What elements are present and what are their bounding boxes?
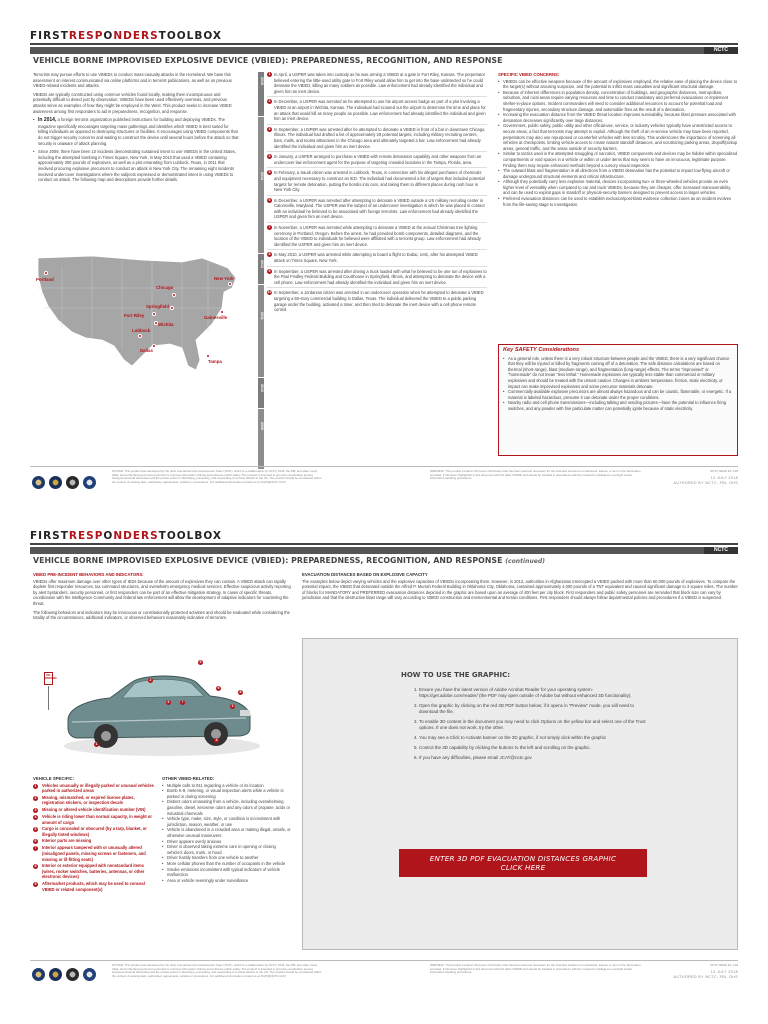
- continued-label: (continued): [505, 558, 546, 565]
- city-label-lubbock: Lubbock: [132, 328, 151, 333]
- other-indicator: • Bomb K-9, metering, or visual inspection alerts while a vehicle is parked or during screening: [162, 788, 292, 799]
- callout-1: 1: [95, 742, 98, 746]
- other-indicator: • Driver hastily transfers from one vehicle to another: [162, 855, 292, 861]
- vehicle-indicator: 4 Vehicle is riding lower than normal capacity, in weight or amount of cargo: [34, 813, 153, 825]
- callout-5: 5: [199, 660, 202, 664]
- incident-8: 8 In May 2010, a USPER was arrested while attempting to board a flight to Dubai, UAE, after his attempted VBIED attack on Times Square, New York.: [267, 249, 487, 263]
- incident-3: 3 In September, a USPER was arrested after he attempted to detonate a VBIED in front of a bar in downtown Chicago, Illinois. The individual had drafted a list of approximately 28 potential targets, including military recruiting centers, bars, malls, and tourist attractions in the Chicago area and ultimately targeted a bar. Law enforcement had already identified the individual and given him an inert device.: [267, 124, 487, 149]
- notice-text: NOTICE: This product was developed by the Joint Counterterrorism Assessment Team (JCAT), which is a collaboration by NCTC, DHS, the FBI, and state, local, tribal, and territorial government personnel to improve information sharing and enhance public safety. The product is intended to promote coordination among intergovernmental authorities and the private sector in identifying, preventing, and responding to terrorist attacks in the US. The product should be considered within the context of existing laws, authorities, agreements, policies or procedures. For additional information contact us at JCAT@NCTC.GOV.: [112, 469, 322, 484]
- city-label-dallas: Dallas: [140, 348, 153, 353]
- how-to-use-panel: [302, 638, 738, 950]
- authored-text: AUTHORED BY NCTC, FBI, DHS: [673, 975, 738, 979]
- page-1: [30, 30, 738, 508]
- vehicle-specific-section: [33, 776, 155, 893]
- nctc-seal-icon: [66, 968, 79, 981]
- header-bar: [30, 47, 738, 54]
- city-label-wichita: Wichita: [158, 322, 174, 327]
- other-vbied-section: [162, 776, 292, 883]
- city-label-fort-riley: Fort Riley: [124, 313, 145, 318]
- how-to-step: 4. You may see a Click to Activate banner on the 3D graphic, if not simply click within the graphic: [419, 735, 647, 741]
- pre-incident-heading: VBIED PRE-INCIDENT BEHAVIORS AND INDICATORS:: [33, 572, 144, 577]
- how-to-step: 3. To enable 3D content in the document you may need to click Options on the yellow bar and select one of the Trust options. If one does not work, try the other.: [419, 719, 647, 731]
- concerns-column: [498, 72, 738, 207]
- incident-7: 7 In November, a USPER was arrested while attempting to detonate a VBIED at the annual Christmas tree lighting ceremony in Portland, Oregon. Before the arrest, he had provided bomb components, detailed diagrams, and the location of the VBIED to individuals he believed were affiliated with a terrorist group. Law enforcement had already identified the USPER and given him an inert device.: [267, 222, 487, 247]
- nctc-badge: NCTC: [704, 547, 738, 554]
- page-title: VEHICLE BORNE IMPROVISED EXPLOSIVE DEVICE (VBIED): PREPAREDNESS, RECOGNITION, AND RESPONSE (continued): [33, 556, 546, 565]
- concern-item: • The outward blast and fragmentation in all directions from a VBIED detonation has the potential to impact low-flying aircraft or damage underground structural elements and critical infrastructure.: [498, 168, 738, 179]
- page-2: [30, 530, 738, 1014]
- map-marker-new-york: [228, 282, 232, 286]
- nctc-badge: NCTC: [704, 47, 738, 54]
- dni-seal-icon: [83, 968, 96, 981]
- incident-4: 4 In January, a USPER arranged to purchase a VBIED with remote detonation capability and other weapons from an undercover law enforcement agent for the purpose of targeting crowded locations in the Tampa, Florida, area.: [267, 151, 487, 165]
- callout-4: 4: [215, 738, 218, 742]
- how-to-steps: [411, 687, 647, 761]
- firstresponders-toolbox-logo: FIRSTRESPONDERSTOOLBOX: [30, 530, 223, 542]
- vehicle-indicator: 3 Missing or altered vehicle identification number (VIN): [34, 806, 146, 812]
- dhs-seal-icon: [32, 476, 45, 489]
- year-label-2009: 2009: [260, 422, 264, 430]
- map-marker-portland: [44, 271, 48, 275]
- how-to-step: 5. Control the 3D capability by clicking the buttons to the left and scrolling on the graphic.: [419, 745, 647, 751]
- concern-item: • Government, public safety, public utility and other official-use, service, or industry vehicles typically have unrestricted access to secure areas, a fact that terrorists may attempt to exploit. Although the theft of an in-service vehicle may have been reported, perpetrators may also use repurposed or counterfeit vehicles with less scrutiny. This underscores the importance of screening all vehicles at checkpoints, limiting vehicle access to create natural standoff distances, and scrutinizing parking areas, dropoff/pickup areas, general traffic, and the areas outside of security barriers.: [498, 123, 738, 151]
- incident-timeline: [258, 72, 488, 472]
- city-label-chicago: Chicago: [156, 285, 174, 290]
- map-marker-tampa: [206, 354, 210, 358]
- callout-7: 7: [181, 700, 184, 704]
- incident-5: 5 In February, a Saudi citizen was arrested in Lubbock, Texas, in connection with his alleged purchases of chemicals and equipment necessary to construct an IED. The individual had documented a list of targets that included potential targets for remote detonation, putting the bombs into cars, and taking them to different places during rush hour in New York City.: [267, 167, 487, 192]
- us-incident-map: [32, 248, 246, 390]
- map-marker-fort-riley: [152, 312, 156, 316]
- vehicle-indicator: 7 Interior appears tampered with or unusually altered (misaligned panels, missing screws or fasteners, and missing or ill-fitting seats): [34, 845, 146, 862]
- how-to-heading: HOW TO USE THE GRAPHIC:: [401, 671, 511, 679]
- incident-1: 1 In April, a USPER was taken into custody as he was arming a VBIED at a gate in Fort Riley, Kansas. The perpetrator believed entering the little-used utility gate to Fort Riley would allow him to get into the base undetected so he could detonate the VBIED, killing as many soldiers as possible. Law enforcement had already identified the individual and given him an inert device.: [268, 72, 486, 94]
- date-text: 13 JULY 2018: [710, 970, 738, 974]
- how-to-step: 6. If you have any difficulties, please email JCAT@nctc.gov: [419, 755, 647, 761]
- notice-text: NOTICE: This product was developed by the Joint Counterterrorism Assessment Team (JCAT), which is a collaboration by NCTC, DHS, the FBI, and state, local, tribal, and territorial government personnel to improve information sharing and enhance public safety. The product is intended to promote coordination among intergovernmental authorities and the private sector in identifying, preventing, and responding to terrorist attacks in the US. The product should be considered within the context of existing laws, authorities, agreements, policies or procedures. For additional information contact us at JCAT@NCTC.GOV.: [112, 963, 322, 978]
- other-indicator: • Driver is observed taking extreme care in opening or closing vehicle's doors, trunk, or hood: [162, 844, 292, 855]
- year-label-2010: 2010: [260, 384, 264, 392]
- map-marker-lubbock: [138, 334, 142, 338]
- page-title: VEHICLE BORNE IMPROVISED EXPLOSIVE DEVICE (VBIED): PREPAREDNESS, RECOGNITION, AND RESPONSE: [33, 56, 503, 65]
- other-indicator: • Smoke emissions inconsistent with typical indicators of vehicle malfunction: [162, 867, 292, 878]
- city-label-tampa: Tampa: [208, 359, 222, 364]
- other-vbied-list: [162, 783, 292, 884]
- key-safety-heading: Key SAFETY Considerations: [503, 347, 580, 353]
- map-marker-springfield: [170, 306, 174, 310]
- city-label-springfield: Springfield: [146, 304, 169, 309]
- callout-6: 6: [167, 700, 170, 704]
- concern-item: • Although they potentially carry less explosive material, devices incorporating two- or three-wheeled vehicles provide an even higher level of versatility when compared to car and truck VBIEDs, because they are cheaper, offer increased maneuverability, and can be used to exploit gaps in standoff or physical-security barriers designed to prevent access to larger vehicles.: [498, 179, 738, 196]
- pre-incident-section: VBIED PRE-INCIDENT BEHAVIORS AND INDICATORS: VBIEDs offer maximum damage over other types of IEDs because of the amount of explosives they can contain. A VBIED attack can rapidly deplete first responder resources, tax command structures, and overwhelm emergency medical services. Effective suspicious activity reporting by alert bystanders, security personnel, or first responders can be part of an effective mitigation strategy. In cases of specific threats, coordination with the Intelligence Community and federal law enforcement will allow the development of adaptive indicators for countering the threat. The following behaviors and indicators may be innocuous or constitutionally protected activities and should be evaluated while considering the totality of the circumstances, additional indicators, or observed behaviors reasonably indicative of terrorism.: [33, 572, 295, 621]
- evacuation-text: The examples below depict varying vehicles and the explosive capacities of VBIEDs incorporating them. However, in 2013, authorities in Afghanistan intercepted a VBIED packed with more than 60,000 pounds of explosives. To compare the potential impact, the VBIED that detonated outside the Alfred P. Murrah Federal Building in Oklahoma City, Oklahoma, contained approximately 4,000 pounds of a TNT equivalent and caused significant damage to 3 square miles. The number of blocks for MANDATORY and PREFERRED evacuation distances depicted in the graphic are based upon an average of 400 feet per city block. First responders and public safety personnel are reminded that block size can vary by jurisdiction and that the destructive blast range will vary according to VBIED construction and environmental and terrain conditions. First responders should always follow departmental policies and procedures if a VBIED is suspected.: [302, 578, 738, 601]
- fbi-seal-icon: [49, 968, 62, 981]
- concern-item: • Preferred evacuation distances can be used to establish exclusion/post-blast evidence collection zones as an incident evolves from the life-saving stage to investigation.: [498, 196, 738, 207]
- intro-column: [33, 72, 239, 183]
- incident-9: 9 In September, a USPER was arrested after driving a truck loaded with what he believed to be one ton of explosives to the Paul Findley Federal Building and Courthouse in Springfield, Illinois, and attempting to detonate the device with a cell phone. Law enforcement had already identified the individual and given him an inert device.: [267, 266, 487, 286]
- other-vbied-heading: OTHER VBIED-RELATED:: [162, 776, 215, 781]
- concern-item: • Because of inherent differences in population density, concentration of buildings, and geographic distances, metropolitan, suburban, and rural areas require varying resources and time to conduct mandatory and preferred evacuations or implement shelter-in-place options. Incident commanders will need to consider additional resources to account for potential load and fragmentary injuries, secondary structure damage, and automobile fires as the result of a detonation.: [498, 90, 738, 112]
- key-item: • Nearby radio and cell phone transmissions—including talking and sending pictures—have the potential to influence firing switches, and any powder with fine particulate matter can potentially ignite because of static electricity.: [503, 400, 733, 411]
- callout-9: 9: [217, 686, 220, 690]
- how-to-step: 2. Open the graphic by clicking on the red 3D PDF button below; if it opens in "Preview" mode, you will need to download the file.: [419, 703, 647, 715]
- date-text: 13 JULY 2018: [710, 476, 738, 480]
- key-safety-list: [503, 356, 733, 412]
- other-indicator: • Multiple calls to 911 regarding a vehicle or its location: [162, 783, 292, 789]
- bullet-2014: • In 2014, a foreign terrorist organization published instructions for building and deploying VBIEDs. The magazine specifically encourages targeting mass gatherings and identifies which VBIED is best suited for killing individuals as opposed to destroying structures or facilities. It encourages using VBIED components that do not trigger security concerns and waiting to construct the device until several hours before the attack so that security is unaware of attack planning.: [33, 117, 239, 146]
- concern-item: • VBIEDs can be effective weapons because of the amount of explosives employed, the relative ease of placing the device close to the target(s) without arousing suspicion, and the potential to inflict mass casualties and significant structural damage.: [498, 79, 738, 90]
- city-label-new-york: New York: [214, 276, 234, 281]
- vehicle-indicator: 6 Interior parts are missing: [34, 838, 92, 844]
- vehicle-indicator: 1 Vehicles unusually or illegally parked or unusual vehicles parked in authorized areas: [34, 782, 154, 794]
- vehicle-indicator: 9 Aftermarket products, which may be used to conceal VBIED or related component(s): [34, 880, 145, 892]
- other-indicator: • Driver appears overly anxious: [162, 839, 292, 845]
- incident-6: 6 In December, a USPER was arrested after attempting to detonate a VBIED outside a US military recruiting center in Catonsville, Maryland. The USPER was the subject of an undercover investigation in which he was placed in contact with an individual he believed to be associated with foreign terrorists. Law enforcement had already identified the USPER and given him an inert device.: [267, 195, 487, 220]
- city-label-gainesville: Gainesville: [204, 315, 228, 320]
- nctc-seal-icon: [66, 476, 79, 489]
- map-marker-chicago: [172, 293, 176, 297]
- concerns-heading: SPECIFIC VBIED CONCERNS:: [498, 72, 560, 77]
- enter-3d-pdf-button[interactable]: ENTER 3D PDF EVACUATION DISTANCES GRAPHIC CLICK HERE: [399, 849, 647, 877]
- concern-item: • Increasing the evacuation distance from the VBIED threat location improves survivability, because blast pressure associated with detonation decreases significantly over large distances.: [498, 112, 738, 123]
- warning-text: WARNING: This product contains US person information that has been deemed necessary for the intended recipient to understand, assess, or act on the information provided. It has been highlighted in this document with the label USPER and should be handled in accordance with the recipient's intelligence oversight and/or information handling procedures.: [430, 469, 641, 481]
- warning-text: WARNING: This product contains US person information that has been deemed necessary for the intended recipient to understand, assess, or act on the information provided. It has been highlighted in this document with the label USPER and should be handled in accordance with the recipient's intelligence oversight and/or information handling procedures.: [430, 963, 641, 975]
- intro-para-2: VBIEDs are typically constructed using common vehicles found locally, making them inconspicuous and potentially difficult to detect just by observation. VBIEDs have been used effectively overseas, and previous attacks serve as examples of how they might be employed in the West. This product seeks to increase VBIED awareness among first responders to aid in preparedness, recognition, and response.: [33, 91, 232, 114]
- vehicle-specific-heading: VEHICLE SPECIFIC:: [33, 776, 75, 781]
- product-code: NCTC 00042 FF 1-18: [710, 469, 738, 473]
- evacuation-heading: EVACUATION DISTANCES BASED ON EXPLOSIVE CAPACITY: [302, 572, 428, 577]
- callout-8: 8: [239, 690, 242, 694]
- concern-item: • Similar to tactics used in the attempted smuggling of narcotics, VBIED components and devices may be hidden within specialized compartments or void spaces in a vehicle or within or under items that may seem to have an innocuous, legitimate purpose. Finding them may require enhanced methods beyond a cursory visual inspection.: [498, 151, 738, 168]
- fbi-seal-icon: [49, 476, 62, 489]
- other-indicator: • Vehicle type, make, size, style, or condition is inconsistent with jurisdiction, season, weather, or use: [162, 816, 292, 827]
- callout-3: 3: [231, 704, 234, 708]
- city-label-portland: Portland: [36, 277, 54, 282]
- evacuation-section: [302, 572, 738, 601]
- no-parking-sign: NO PARKING: [44, 672, 53, 685]
- other-indicator: • Area or vehicle seemingly under surveillance: [162, 878, 292, 884]
- vehicle-illustration: [34, 638, 264, 770]
- vehicle-indicator: 2 Missing, mismatched, or expired license plates, registration stickers, or inspection decals: [34, 794, 135, 806]
- intro-para-1: Terrorists may pursue efforts to use VBIEDs to conduct mass-casualty attacks in the Homeland. We base this assessment on interest communicated via online platforms and in terrorist publications, as well as on previous VBIED-related incidents and attacks.: [33, 72, 232, 89]
- dhs-seal-icon: [32, 968, 45, 981]
- how-to-step: 1. Ensure you have the latest version of Adobe Acrobat Reader for your operating system- https://get.adobe.com/reader/ (the PDF may open outside of Adobe but without enhanced 3D functionality).: [419, 687, 647, 699]
- vehicle-indicator: 8 Interior or exterior equipped with nonstandard items (wires, rocker switches, batteries, antennas, or other electronic devices): [34, 863, 145, 880]
- firstresponders-toolbox-logo: FIRSTRESPONDERSTOOLBOX: [30, 30, 223, 42]
- agency-seals: [32, 968, 100, 986]
- key-safety-box: [498, 344, 738, 456]
- key-item: • Commercially available explosive precursors are almost always hazardous and can be caustic, flammable, or energetic. If a material is labeled hazardous, presume it can detonate under the proper conditions.: [503, 389, 733, 400]
- dni-seal-icon: [83, 476, 96, 489]
- incident-10: 10 In September, a Jordanian citizen was arrested in an undercover operation when he attempted to detonate a VBIED targeting a 60-story commercial building in Dallas, Texas. The individual delivered the VBIED to a public parking garage under the building, activated a timer, and then tried to detonate the inert device with a cell phone remote control.: [267, 287, 487, 312]
- header-bar: [30, 547, 738, 554]
- vehicle-indicator: 5 Cargo is concealed or obscured (by a tarp, blanket, or illegally tinted windows): [34, 826, 147, 837]
- other-indicator: • More cellular phones than the number of occupants in the vehicle: [162, 861, 292, 867]
- callout-2: 2: [149, 678, 152, 682]
- map-marker-gainesville: [220, 310, 224, 314]
- other-indicator: • Distinct odors emanating from a vehicle, including overwhelming gasoline, diesel, kerosene odors and any odors of propane, acids or industrial chemicals: [162, 799, 292, 816]
- product-code: NCTC 00042 FF 1-18: [710, 963, 738, 967]
- incident-2: 2 In December, a USPER was arrested as he attempted to use his airport access badge as part of a plot involving a VBIED at an airport in Wichita, Kansas. The individual had scouted out the airport to determine the time and place for an attack that would kill as many people as possible. Law enforcement had already identified the individual and given him an inert device.: [267, 96, 487, 121]
- agency-seals: [32, 476, 100, 494]
- other-indicator: • Vehicle is abandoned in a crowded area or making illegal, unsafe, or otherwise unusual maneuvers: [162, 827, 292, 838]
- year-label-2015: 2015: [260, 77, 264, 85]
- authored-text: AUTHORED BY NCTC, FBI, DHS: [673, 481, 738, 485]
- year-label-2013: 2013: [260, 260, 264, 268]
- year-label-2011: 2011: [260, 312, 264, 320]
- year-label-2014: 2014: [260, 172, 264, 180]
- key-item: • As a general rule, unless there is a very robust structure between people and the VBIED, there is a very significant chance that they will be injured or killed by fragments coming off of a detonation. The safe distance calculations are based on thermal (short-range), blast (medium-range), and fragmentation (long-range) effects. The terms "improvised" or "homemade" do not mean "less lethal." Homemade explosives are typically less stable than commercial or military explosives and should be treated with the utmost caution. Changes in ambient temperature, friction, static electricity, or impact can make improvised explosives and some precursor materials detonate.: [503, 356, 733, 390]
- intro-bullets: [33, 117, 239, 183]
- bullet-since-2009: • Since 2009, there have been 10 incidents demonstrating sustained intent to use VBIEDs in the United States, including the attempted bombing in Times Square, New York, in May 2010 that used a VBIED containing approximately 300 pounds of explosives, as well as a plot emanating from Lubbock, Texas, in 2011 that involved procuring explosive precursors to conduct an attack in New York City. The remaining eight incidents involved undercover investigations where the subjects expressed or demonstrated intent in using VBIEDs to conduct an attack. The following map and descriptions provide further details.: [33, 149, 239, 183]
- concerns-list: [498, 79, 738, 208]
